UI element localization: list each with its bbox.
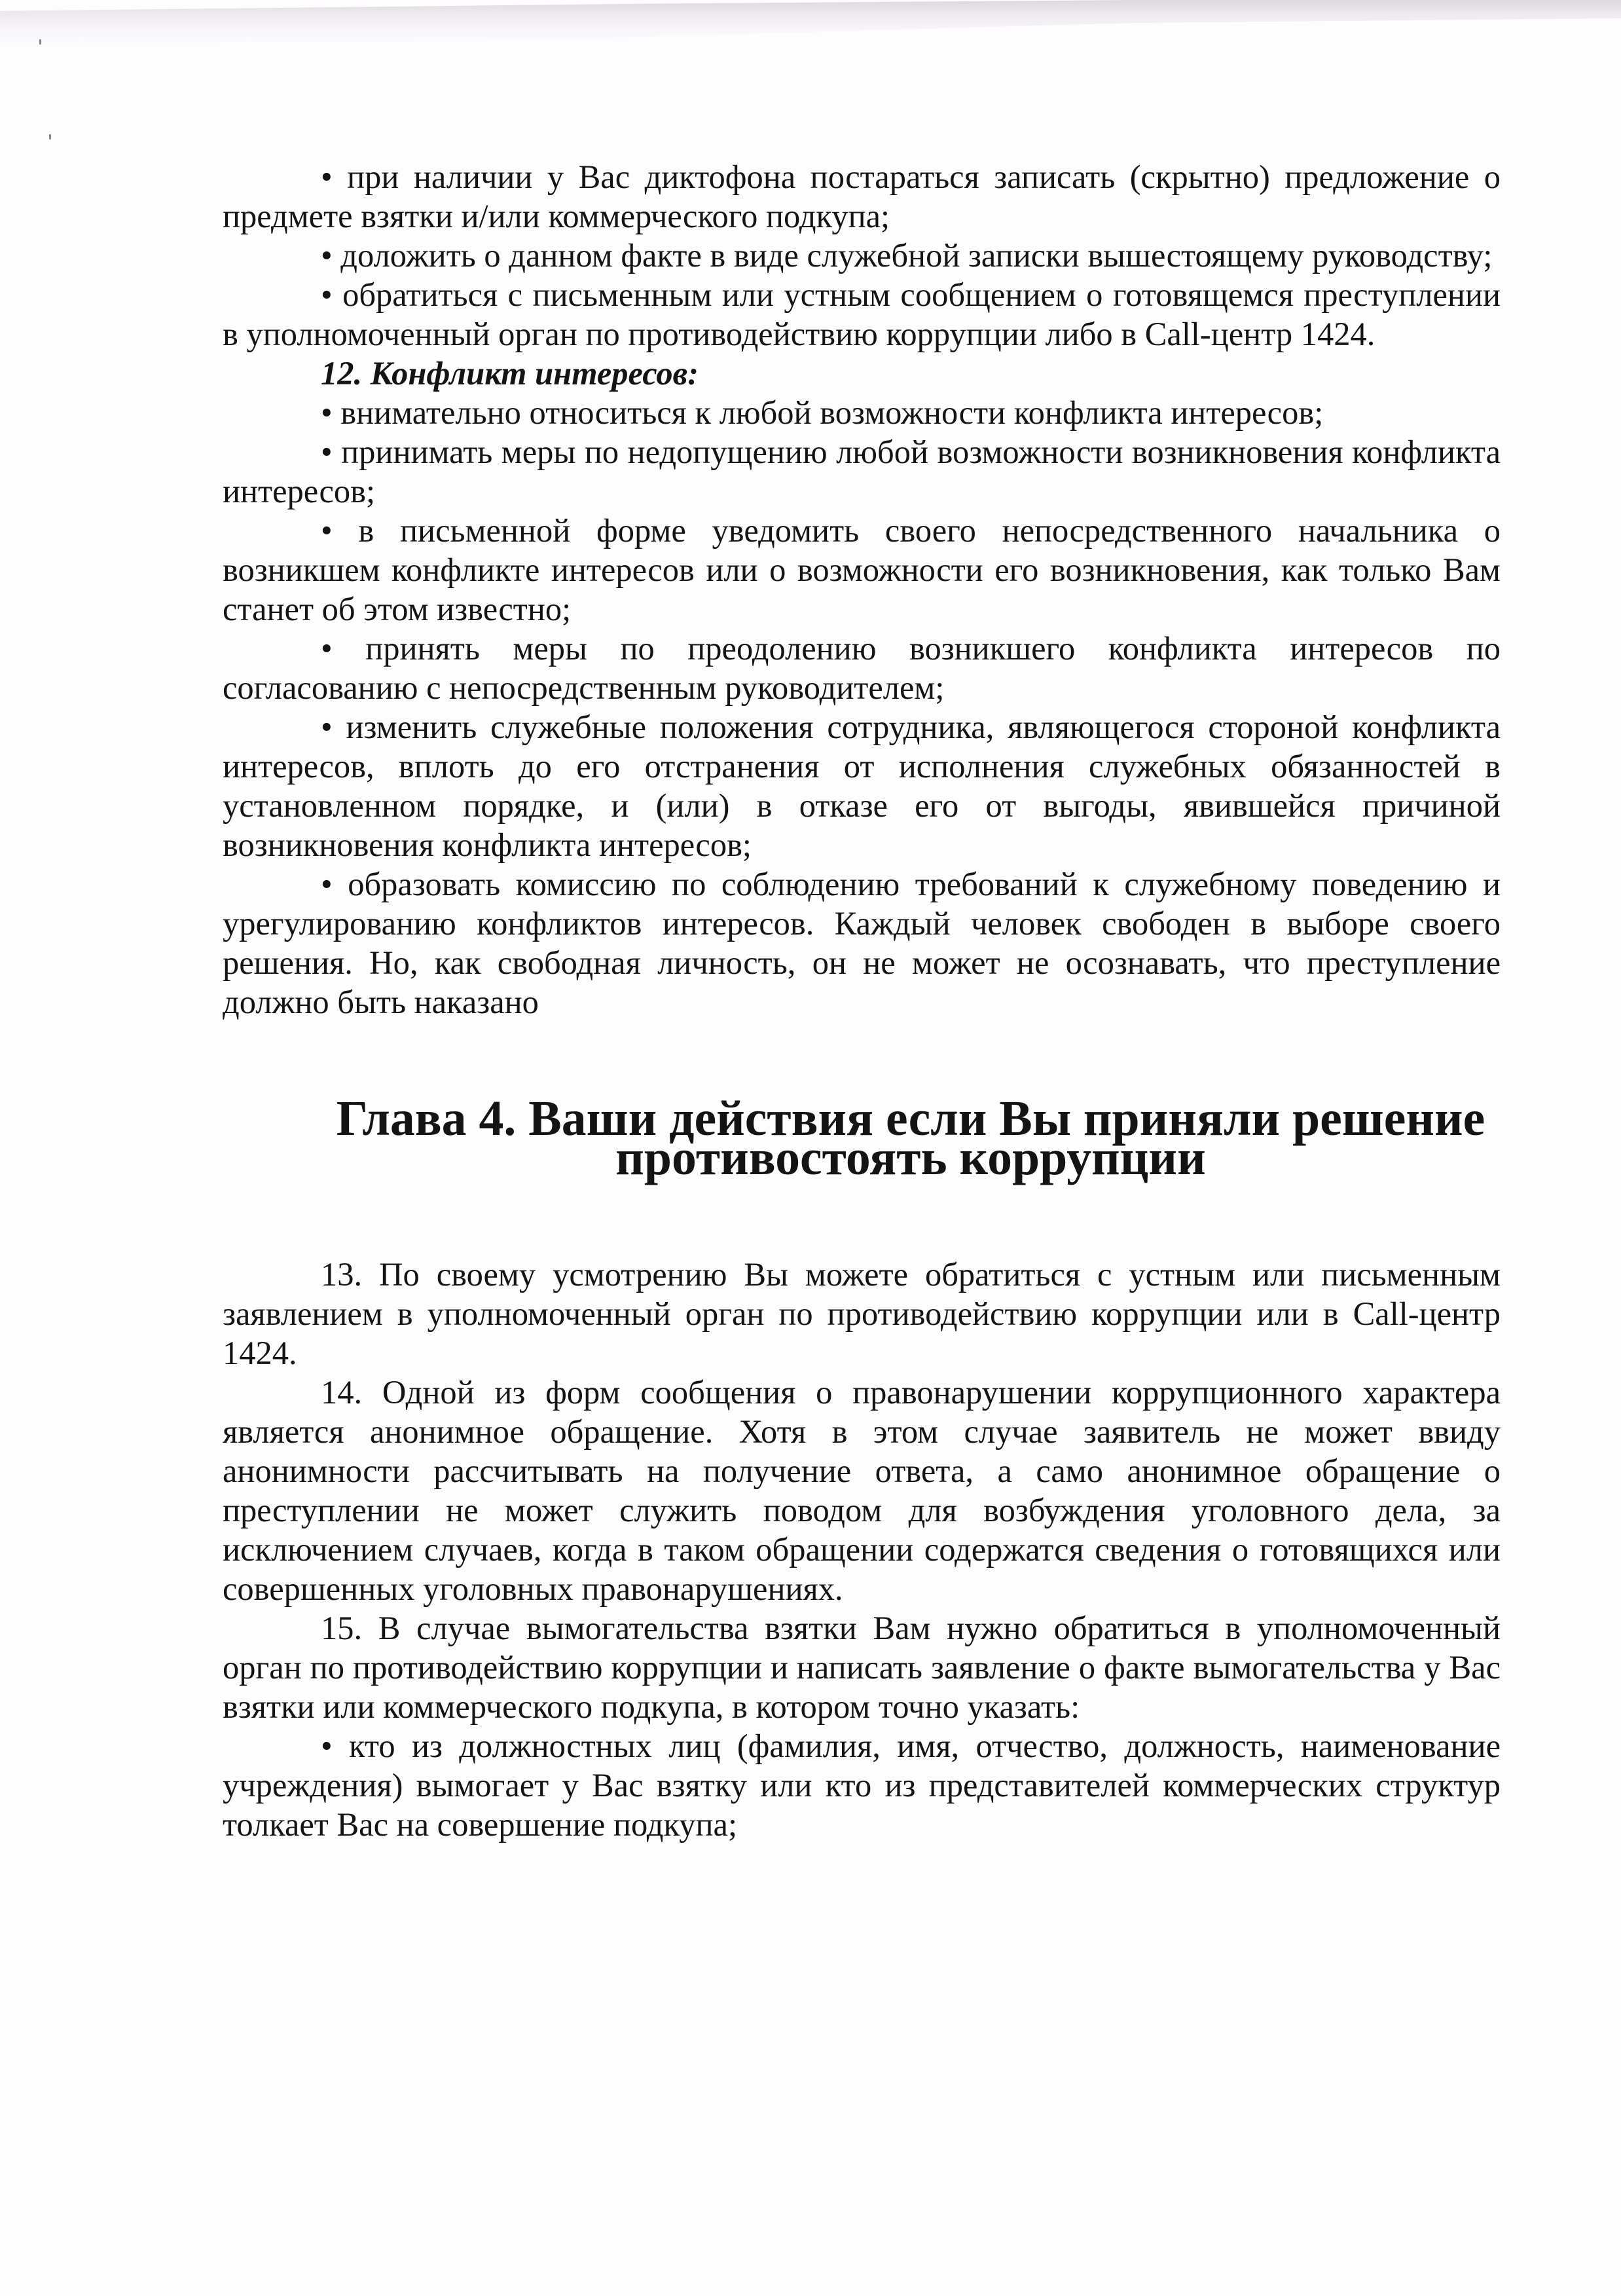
- document-page: [223, 157, 1501, 1844]
- chapter-title: Глава 4. Ваши действия если Вы приняли решение противостоять коррупции: [336, 1091, 1485, 1185]
- spacer: [223, 1177, 1501, 1255]
- list-item: • кто из должностных лиц (фамилия, имя, отчество, должность, наименование учреждения) вымогает у Вас взятку или кто из представителей коммерческих структур толкает Вас на совершение подкупа;: [223, 1728, 1501, 1843]
- list-item: • обратиться с письменным или устным сообщением о готовящемся преступлении в уполномоченный орган по противодействию коррупции либо в Call-центр 1424.: [223, 276, 1501, 352]
- section-title: 12. Конфликт интересов:: [321, 355, 699, 392]
- scan-speck: [49, 134, 51, 139]
- paragraph: 15. В случае вымогательства взятки Вам нужно обратиться в уполномоченный орган по противодействию коррупции и написать заявление о факте вымогательства у Вас взятки или коммерческого подкупа, в котором точно указать:: [223, 1610, 1501, 1725]
- list-item: • принимать меры по недопущению любой возможности возникновения конфликта интересов;: [223, 434, 1501, 509]
- list-item: • доложить о данном факте в виде служебной записки вышестоящему руководству;: [321, 237, 1493, 274]
- list-item: • при наличии у Вас диктофона постараться записать (скрытно) предложение о предмете взятки и/или коммерческого подкупа;: [223, 158, 1501, 234]
- paragraph: 14. Одной из форм сообщения о правонарушении коррупционного характера является анонимное обращение. Хотя в этом случае заявитель не может ввиду анонимности рассчитывать на получение ответа, а само анонимное обращение о преступлении не может служить поводом для возбуждения уголовного дела, за исключением случаев, когда в таком обращении содержатся сведения о готовящихся или совершенных уголовных правонарушениях.: [223, 1374, 1501, 1607]
- list-item: • изменить служебные положения сотрудника, являющегося стороной конфликта интересов, вплоть до его отстранения от исполнения служебных обязанностей в установленном порядке, и (или) в отказе его от выгоды, явившейся причиной возникновения конфликта интересов;: [223, 709, 1501, 863]
- list-item: • внимательно относиться к любой возможности конфликта интересов;: [321, 394, 1324, 431]
- scan-edge-shadow: [0, 0, 1621, 46]
- spacer: [223, 1022, 1501, 1099]
- list-item: • образовать комиссию по соблюдению требований к служебному поведению и урегулированию конфликтов интересов. Каждый человек свободен в выборе своего решения. Но, как свободная личность, он не может не осознавать, что преступление должно быть наказано: [223, 866, 1501, 1020]
- scan-speck: [39, 39, 41, 45]
- paragraph: 13. По своему усмотрению Вы можете обратиться с устным или письменным заявлением в уполномоченный орган по противодействию коррупции или в Call-центр 1424.: [223, 1256, 1501, 1371]
- list-item: • в письменной форме уведомить своего непосредственного начальника о возникшем конфликте интересов или о возможности его возникновения, как только Вам станет об этом известно;: [223, 512, 1501, 627]
- list-item: • принять меры по преодолению возникшего конфликта интересов по согласованию с непосредственным руководителем;: [223, 630, 1501, 706]
